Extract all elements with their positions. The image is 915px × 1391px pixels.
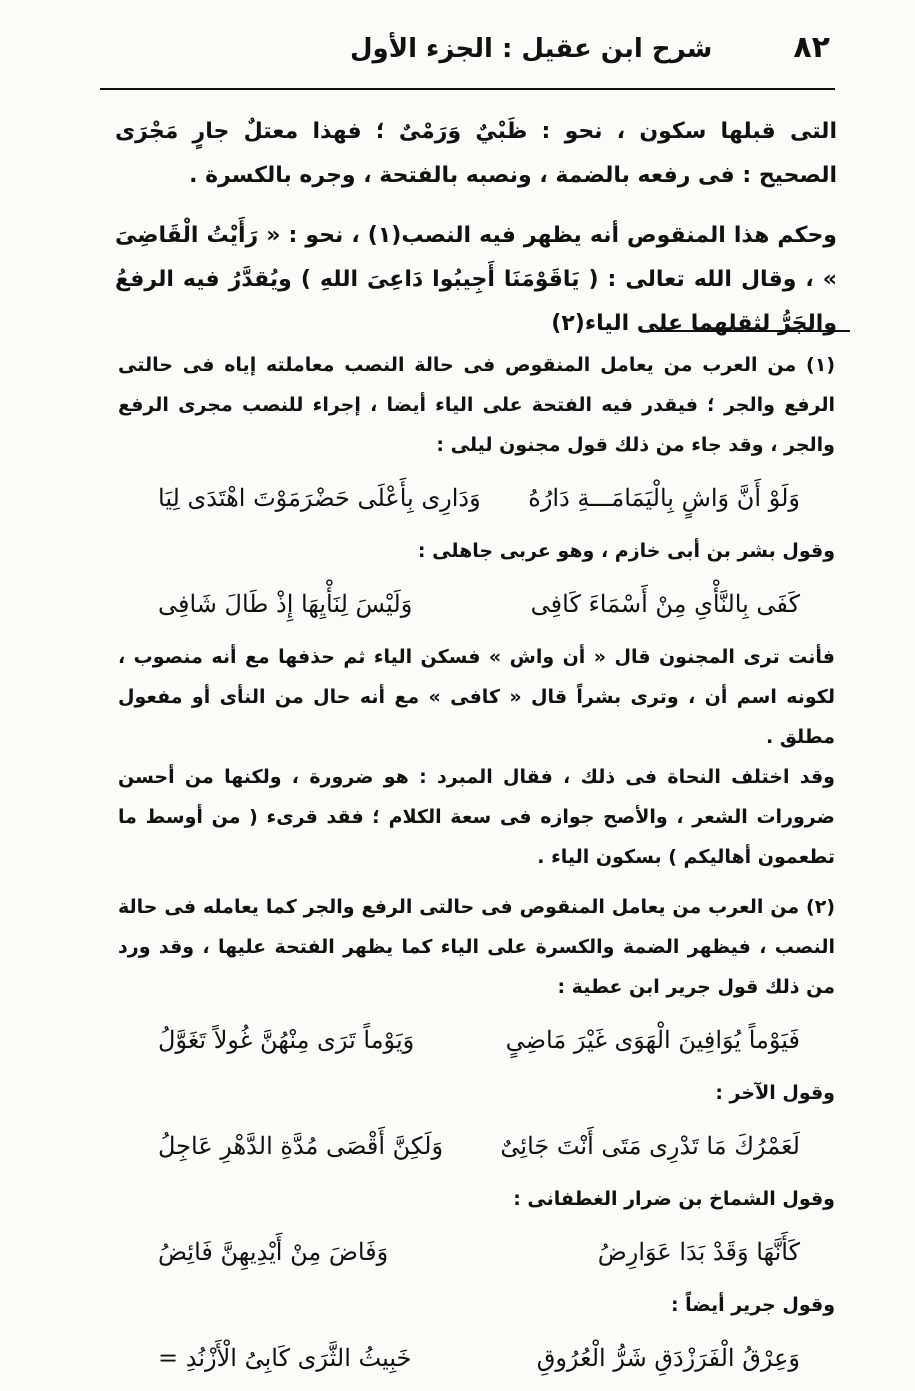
footnotes (118, 345, 835, 1391)
verse-hemistich-first: وَعِرْقُ الْفَرَزْدَقِ شَرُّ الْعُرُوقِ (536, 1344, 800, 1372)
footnote-text: وقول الشماخ بن ضرار الغطفانى : (513, 1188, 835, 1210)
footnote-text: وقد اختلف النحاة فى ذلك ، فقال المبرد : هو ضرورة ، ولكنها من أحسن ضرورات الشعر ، والأصح جوازه فى سعة الكلام ؛ فقد قرىء ( من أوسط ما تطعمون أهاليكم ) بسكون الياء . (118, 766, 835, 868)
verse-hemistich-second: وَيَوْماً تَرَى مِنْهُنَّ غُولاً تَغَوَّلُ (158, 1026, 415, 1054)
page-header (100, 30, 830, 74)
footnote-text: وقول جرير أيضاً : (670, 1294, 835, 1316)
header-rule (100, 88, 835, 90)
footnote-text: فأنت ترى المجنون قال « أن واش » فسكن الياء ثم حذفها مع أنه منصوب ، لكونه اسم أن ، وترى بشراً قال « كافى » مع أنه حال من النأى أو مفعول مطلق . (118, 646, 835, 748)
verse-hemistich-second: خَبِيثُ الثَّرَى كَابِىُ الْأَزْنُدِ = (158, 1344, 412, 1372)
verse-hemistich-first: كَفَى بِالنَّأْىِ مِنْ أَسْمَاءَ كَافِى (530, 590, 800, 618)
verse-line (158, 1123, 800, 1169)
verse-line (158, 1229, 800, 1275)
footnote-text: وقول الآخر : (715, 1082, 835, 1104)
verse-hemistich-second: وَفَاضَ مِنْ أَيْدِيهِنَّ فَائِضُ (158, 1238, 389, 1266)
verse-line (158, 1335, 800, 1381)
verse-hemistich-first: كَأَنَّهَا وَقَدْ بَدَا عَوَارِضُ (597, 1238, 800, 1266)
footnote-rule (650, 330, 850, 332)
verse-hemistich-second: وَلَكِنَّ أَقْصَى مُدَّةِ الدَّهْرِ عَاجِلُ (158, 1132, 444, 1160)
verse-hemistich-first: وَلَوْ أَنَّ وَاشٍ بِالْيَمَامَـــةِ دَارُهُ (528, 484, 800, 512)
footnote-2-intro: (٢) من العرب من يعامل المنقوص فى حالتى الرفع والجر كما يعامله فى حالة النصب ، فيظهر الضمة والكسرة على الياء كما يظهر الفتحة عليها ، وقد ورد من ذلك قول جرير ابن عطية : (118, 896, 835, 998)
footnote-1-intro: (١) من العرب من يعامل المنقوص فى حالة النصب معاملته إياه فى حالتى الرفع والجر ؛ فيقدر فيه الفتحة على الياء أيضا ، إجراء للنصب مجرى الرفع والجر ، وقد جاء من ذلك قول مجنون ليلى : (118, 354, 835, 456)
verse-hemistich-second: وَدَارِى بِأَعْلَى حَضْرَمَوْتَ اهْتَدَى لِيَا (158, 484, 481, 512)
verse-line (158, 475, 800, 521)
verse-line (158, 1017, 800, 1063)
running-title: شرح ابن عقيل : الجزء الأول (350, 34, 713, 64)
verse-hemistich-second: وَلَيْسَ لِنَأْيِهَا إِذْ طَالَ شَافِى (158, 590, 413, 618)
page-number: ٨٢ (793, 30, 830, 65)
verse-hemistich-first: لَعَمْرُكَ مَا تَدْرِى مَتَى أَنْتَ جَائِىٌ (500, 1132, 800, 1160)
main-paragraph: وحكم هذا المنقوص أنه يظهر فيه النصب(١) ، نحو : « رَأَيْتُ الْقَاضِىَ » ، وقال الله تعالى : ( يَاقَوْمَنَا أَجِيبُوا دَاعِىَ اللهِ ) ويُقدَّرُ فيه الرفعُ والجَرُّ لثقلهما على الياء(٢) (115, 223, 837, 336)
verse-line (158, 581, 800, 627)
main-text (115, 110, 837, 362)
footnote-text: وقول بشر بن أبى خازم ، وهو عربى جاهلى : (417, 540, 835, 562)
verse-hemistich-first: فَيَوْماً يُوَافِينَ الْهَوَى غَيْرَ مَاضِىٍ (505, 1026, 800, 1054)
main-paragraph: التى قبلها سكون ، نحو : ظَبْيٌ وَرَمْىٌ ؛ فهذا معتلٌ جارٍ مَجْرَى الصحيح : فى رفعه بالضمة ، ونصبه بالفتحة ، وجره بالكسرة . (115, 119, 837, 188)
